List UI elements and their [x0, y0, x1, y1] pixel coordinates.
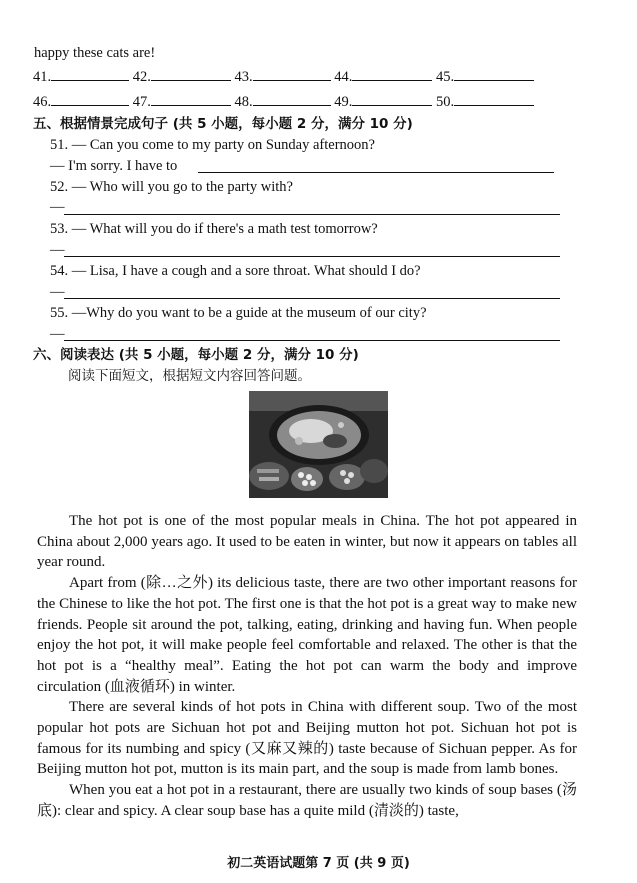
question-51-reply: — I'm sorry. I have to [50, 158, 178, 174]
question-54: 54. — Lisa, I have a cough and a sore throat. What should I do? [50, 263, 421, 279]
section5-heading: 五、根据情景完成句子 (共 5 小题，每小题 2 分，满分 10 分) [33, 116, 413, 132]
answer-blank-42[interactable] [151, 66, 231, 81]
answer-label-46: 46. [33, 94, 52, 110]
answer-label-42: 42. [132, 69, 151, 85]
answer-blank-41[interactable] [51, 66, 129, 81]
answer-line-51[interactable] [198, 172, 554, 173]
section6-instruction: 阅读下面短文，根据短文内容回答问题。 [68, 368, 311, 384]
answer-label-48: 48. [234, 94, 253, 110]
question-52: 52. — Who will you go to the party with? [50, 179, 293, 195]
question-53: 53. — What will you do if there's a math test tomorrow? [50, 221, 378, 237]
answer-blank-48[interactable] [253, 91, 331, 106]
answer-label-50: 50. [436, 94, 455, 110]
answer-label-47: 47. [132, 94, 151, 110]
answer-row-1 [33, 66, 534, 86]
passage-paragraph-4: When you eat a hot pot in a restaurant, there are usually two kinds of soup bases (汤底): clear and spicy. A clear soup base has a quite mild (清淡的) taste, [37, 782, 577, 819]
hot-pot-photo [249, 391, 388, 498]
passage-paragraph-3: There are several kinds of hot pots in China with different soup. Two of the most popular hot pots are Sichuan hot pot and Beijing mutton hot pot. Sichuan hot pot is famous for its numbing and spicy (又麻又辣的) taste because of Sichuan pepper. As for Beijing mutton hot pot, mutton is its main part, and the soup is made from lamb bones. [37, 699, 577, 778]
answer-blank-47[interactable] [151, 91, 231, 106]
answer-label-49: 49. [334, 94, 353, 110]
answer-line-52[interactable] [64, 214, 560, 215]
answer-label-43: 43. [234, 69, 253, 85]
answer-label-44: 44. [334, 69, 353, 85]
page-footer: 初二英语试题第 7 页 (共 9 页) [227, 856, 410, 871]
section6-heading: 六、阅读表达 (共 5 小题，每小题 2 分，满分 10 分) [33, 347, 359, 363]
answer-row-2 [33, 91, 534, 111]
reading-passage [37, 511, 577, 822]
dash-54: — [50, 284, 65, 300]
hot-pot-photo-illustration [249, 391, 388, 498]
question-51: 51. — Can you come to my party on Sunday afternoon? [50, 137, 375, 153]
passage-paragraph-1: The hot pot is one of the most popular meals in China. The hot pot appeared in China about 2,000 years ago. It used to be eaten in winter, but now it appears on tables all year round. [37, 513, 577, 571]
intro-line: happy these cats are! [34, 45, 156, 61]
answer-label-45: 45. [436, 69, 455, 85]
answer-blank-46[interactable] [51, 91, 129, 106]
question-55: 55. —Why do you want to be a guide at the museum of our city? [50, 305, 427, 321]
answer-blank-49[interactable] [352, 91, 432, 106]
answer-blank-44[interactable] [352, 66, 432, 81]
answer-label-41: 41. [33, 69, 52, 85]
passage-paragraph-2: Apart from (除…之外) its delicious taste, there are two other important reasons for the Chinese to like the hot pot. The first one is that the hot pot is a great way to make new friends. People sit around the pot, talking, eating, drinking and having fun. When people enjoy the hot pot, it will make people feel comfortable and relaxed. The other is that the hot pot is a “healthy meal”. Eating the hot pot can warm the body and improve circulation (血液循环) in winter. [37, 575, 577, 695]
answer-blank-45[interactable] [454, 66, 534, 81]
answer-line-54[interactable] [64, 298, 560, 299]
answer-blank-50[interactable] [454, 91, 534, 106]
dash-55: — [50, 326, 65, 342]
answer-line-55[interactable] [64, 340, 560, 341]
answer-blank-43[interactable] [253, 66, 331, 81]
dash-52: — [50, 199, 65, 215]
answer-line-53[interactable] [64, 256, 560, 257]
dash-53: — [50, 242, 65, 258]
